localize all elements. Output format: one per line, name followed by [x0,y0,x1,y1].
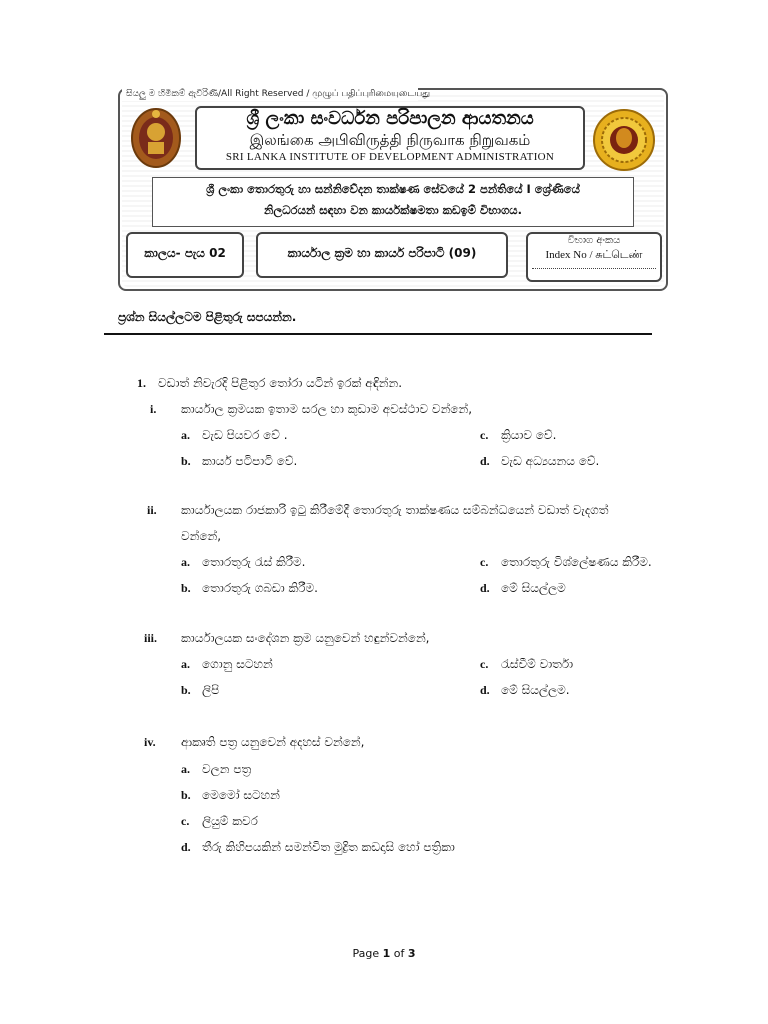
option-text[interactable]: මෙමෝ සටහන් [202,788,280,802]
question-text: වඩාත් නිවැරදි පිළිතුර තෝරා යටින් ඉරක් අඳින්න. [158,376,403,390]
item-number: i. [150,402,157,416]
option-text[interactable]: තොරතුරු ගබඩා කිරීම. [202,581,318,595]
exam-description-line2: නිලධරයන් සඳහා වන කාර්යක්ෂමතා කඩඉම් විභාගය. [264,203,522,217]
option-letter: c. [181,814,190,828]
page-prefix: Page [352,947,380,960]
institute-title-tamil: இலங்கை அபிவிருத்தி நிருவாக நிறுவகம் [249,131,531,149]
option-text[interactable]: ක්‍රියාව වේ. [501,428,557,442]
option-text[interactable]: තොරතුරු රැස් කිරීම. [202,555,306,569]
option-text[interactable]: තොරතුරු විශ්ලේෂණය කිරීම. [501,555,652,569]
page-footer [0,947,768,960]
item-text: ආකෘති පත්‍ර යනුවෙන් අදහස් වන්නේ, [181,735,365,749]
option-text[interactable]: කාර්ය පටිපාටි වේ. [202,454,298,468]
option-letter: c. [480,555,489,569]
item-text-continued: වන්නේ, [181,529,222,543]
page-current: 1 [382,947,391,960]
item-text: කාර්යාල ක්‍රමයක ඉතාම සරල හා කුඩාම අවස්ථාව වන්නේ, [181,402,473,416]
option-text[interactable]: මේ සියල්ලම. [501,683,570,697]
item-number: iii. [144,631,158,645]
item-number: ii. [147,503,157,517]
question-number: 1. [137,376,146,390]
institute-logo-icon [592,108,656,172]
option-letter: c. [480,657,489,671]
option-letter: d. [480,581,490,595]
option-text[interactable]: වැඩ අධ්‍යයනය වේ. [501,454,600,468]
option-text[interactable]: රැස්වීම් වාර්තා [501,657,574,671]
item-number: iv. [144,735,156,749]
option-text[interactable]: වැඩ පියවර වේ . [202,428,288,442]
option-letter: b. [181,454,191,468]
option-letter: a. [181,555,190,569]
option-letter: d. [181,840,191,854]
item-text: කාර්යාලයක සංදේශන ක්‍රම යනුවෙන් හඳුන්වන්නේ, [181,631,430,645]
option-text[interactable]: වලන පත්‍ර [202,762,252,776]
instruction-text: ප්‍රශ්න සියල්ලටම පිළිතුරු සපයන්න. [118,310,297,324]
divider-line [104,333,652,335]
option-letter: a. [181,428,190,442]
subject-label: කාර්යාල ක්‍රම හා කාර්ය පරිපාටි (09) [287,246,477,260]
institute-title-english: SRI LANKA INSTITUTE OF DEVELOPMENT ADMINISTRATION [225,151,555,163]
index-number-field[interactable] [532,268,656,269]
option-letter: b. [181,683,191,697]
index-label-sinhala: විභාග අංකය [567,235,621,246]
page-total: 3 [407,947,416,960]
option-text[interactable]: ලිපි [202,683,220,697]
option-letter: d. [480,683,490,697]
item-text: කාර්යාලයක රාජකාරි ඉටු කිරීමේදී තොරතුරු තාක්ෂණය සම්බන්ධයෙන් වඩාත් වැදගත් [181,503,609,517]
national-emblem-icon [128,106,184,170]
option-letter: a. [181,762,190,776]
option-text[interactable]: ලියුම් කවර [202,814,258,828]
option-letter: d. [480,454,490,468]
option-text[interactable]: මේ සියල්ලම [501,581,566,595]
option-text[interactable]: ගොනු සටහන් [202,657,273,671]
option-text[interactable]: තීරු කිහිපයකින් සමන්විත මුද්‍රිත කඩදාසි හෝ පත්‍රිකා [202,840,455,854]
option-letter: b. [181,788,191,802]
page-of: of [393,947,405,960]
option-letter: c. [480,428,489,442]
exam-description-line1: ශ්‍රී ලංකා තොරතුරු හා සන්නිවේදන තාක්ෂණ සේවයේ 2 පන්තියේ I ශ්‍රේණියේ [206,182,580,196]
option-letter: b. [181,581,191,595]
rights-notice: සියලු ම හිමිකම් ඇවිරිණි/All Right Reserved / முழுப் பதிப்புரிமையுடையது [126,89,431,99]
option-letter: a. [181,657,190,671]
index-label-english: Index No / சுட்டெண் [545,249,643,261]
time-label: කාලය- පැය 02 [144,246,226,260]
institute-title-sinhala: ශ්‍රී ලංකා සංවර්ධන පරිපාලන ආයතනය [246,108,534,129]
